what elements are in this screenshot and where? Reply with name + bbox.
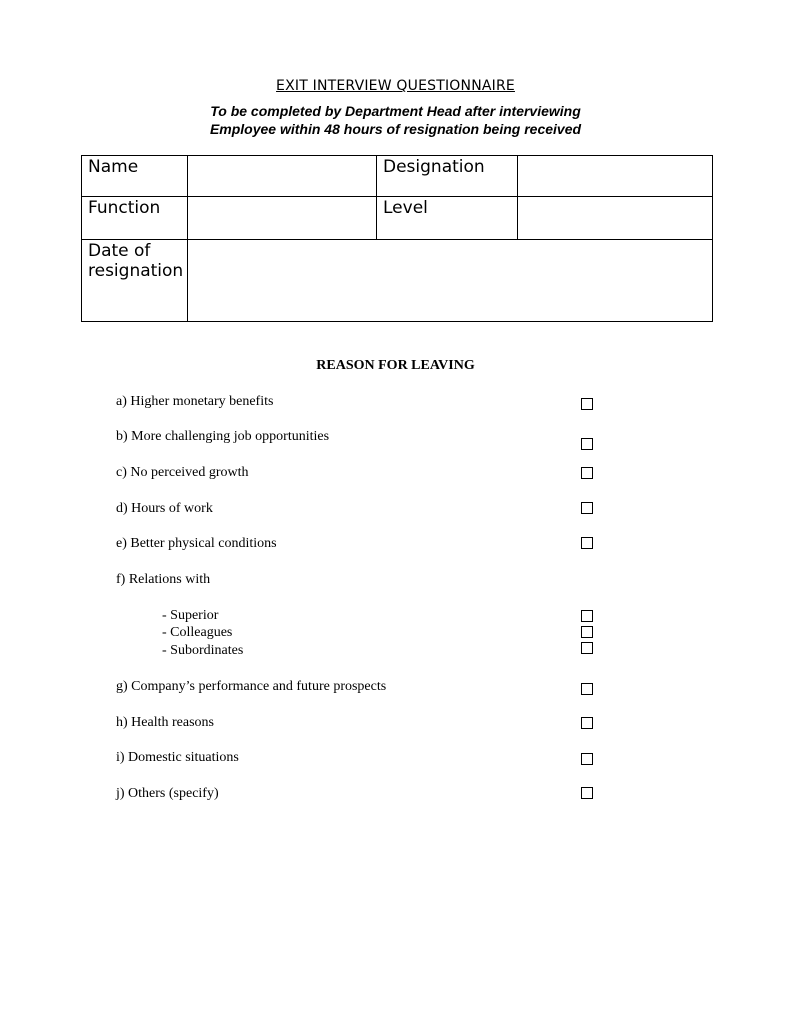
- checkbox-no-perceived-growth[interactable]: [581, 467, 593, 479]
- reason-item-d: d) Hours of work: [116, 501, 213, 516]
- reason-item-i: i) Domestic situations: [116, 750, 239, 765]
- name-field[interactable]: [188, 156, 377, 197]
- checkbox-relations-subordinates[interactable]: [581, 642, 593, 654]
- checkbox-relations-colleagues[interactable]: [581, 626, 593, 638]
- reason-item-c: c) No perceived growth: [116, 465, 249, 480]
- employee-info-table: [81, 155, 713, 322]
- reason-heading: REASON FOR LEAVING: [316, 358, 475, 373]
- form-subtitle-line2: Employee within 48 hours of resignation being received: [209, 121, 582, 137]
- checkbox-domestic-situations[interactable]: [581, 753, 593, 765]
- function-label: Function: [82, 197, 188, 240]
- relations-colleagues: - Colleagues: [162, 625, 233, 640]
- reason-item-g: g) Company’s performance and future prospects: [116, 679, 387, 694]
- reason-item-b: b) More challenging job opportunities: [116, 429, 330, 444]
- designation-label: Designation: [377, 156, 518, 197]
- checkbox-health-reasons[interactable]: [581, 717, 593, 729]
- level-label: Level: [377, 197, 518, 240]
- checkbox-company-performance[interactable]: [581, 683, 593, 695]
- checkbox-others[interactable]: [581, 787, 593, 799]
- designation-field[interactable]: [518, 156, 713, 197]
- reason-item-h: h) Health reasons: [116, 715, 214, 730]
- reason-item-j: j) Others (specify): [116, 786, 219, 801]
- checkbox-higher-monetary-benefits[interactable]: [581, 398, 593, 410]
- checkbox-hours-of-work[interactable]: [581, 502, 593, 514]
- reason-item-a: a) Higher monetary benefits: [116, 394, 274, 409]
- checkbox-relations-superior[interactable]: [581, 610, 593, 622]
- checkbox-better-physical-conditions[interactable]: [581, 537, 593, 549]
- name-label: Name: [82, 156, 188, 197]
- relations-superior: - Superior: [162, 608, 219, 623]
- function-field[interactable]: [188, 197, 377, 240]
- level-field[interactable]: [518, 197, 713, 240]
- form-subtitle-line1: To be completed by Department Head after interviewing: [210, 103, 581, 119]
- reason-item-f: f) Relations with: [116, 572, 211, 587]
- checkbox-challenging-job-opportunities[interactable]: [581, 438, 593, 450]
- relations-subordinates: - Subordinates: [162, 643, 244, 658]
- date-of-resignation-label: Date of resignation: [82, 240, 188, 322]
- reason-item-e: e) Better physical conditions: [116, 536, 277, 551]
- date-of-resignation-field[interactable]: [188, 240, 713, 322]
- form-title: EXIT INTERVIEW QUESTIONNAIRE: [276, 78, 515, 94]
